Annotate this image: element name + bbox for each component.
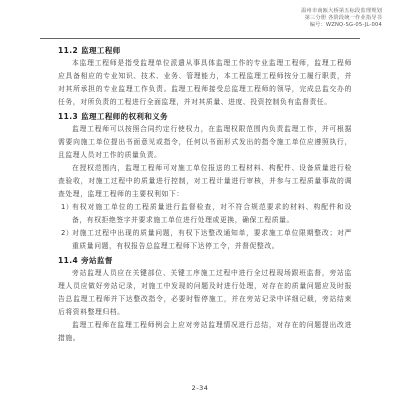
header-rule [40, 38, 360, 39]
paragraph: 在授权范围内，监理工程师可对施工单位报送的工程材料、构配件、设备质量进行检查验收，对施工过程中的质量进行控制，对工程计量进行审核，并参与工程质量事故的调查处理，监理工程师的主要权利如下： [58, 164, 352, 198]
section-title: 11.3 监理工程师的权利和义务 [58, 112, 169, 121]
header-line: 温州市南瓯大桥第五标段监理规划 [301, 8, 382, 14]
list-item [58, 201, 352, 227]
list-item-number: 1） [61, 203, 74, 211]
list-item-text: 有权对施工单位的工程质量进行监督检查，对不符合规范要求的材料、构配件和设备，有权拒绝签字并要求施工单位进行处理或更换，确保工程质量。 [72, 203, 352, 224]
section-supervising-engineer [58, 44, 352, 109]
section-title: 11.4 旁站监督 [58, 256, 113, 265]
paragraph: 本监理工程师是指受监理单位派遣从事具体监理工作的专业监理工程师，监理工程师应具备相应的专业知识、技术、业务、管理能力，本工程监理工程师按分工履行职责，并对其所承担的专业监理工作负责。监理工程师接受总监理工程师的领导，完成总监交办的任务，对所负责的工程进行全面监理，并对其质量、进度、投资控制负有监督责任。 [58, 59, 352, 106]
list-item-text: 对施工过程中出现的质量问题，有权下达整改通知单，要求施工单位限期整改；对严重质量问题，有权报告总监理工程师下达停工令，并督促整改。 [72, 229, 352, 250]
header-line: 第三分册 各阶段统一作业指导书 [304, 15, 382, 21]
section-rights-duties [58, 110, 352, 253]
header-line: 编号：WZNQ-SG-05-JL-004 [309, 22, 382, 28]
page-header [222, 8, 382, 29]
paragraph: 监理工程师可以按照合同约定行使权力，在监理权限范围内负责监理工作，并可根据需要向施工单位提出书面意见或指令，任何以书面形式发出的指令施工单位应遵照执行，且监理人员对工作的质量负责。 [58, 125, 352, 159]
document-body [58, 44, 352, 345]
section-title: 11.2 监理工程师 [58, 46, 121, 55]
section-side-station [58, 254, 352, 345]
rights-list [58, 201, 352, 253]
list-item-number: 2） [61, 229, 74, 237]
paragraph: 监理工程师在监理工程师例会上应对旁站监理情况进行总结，对存在的问题提出改进措施。 [58, 321, 352, 342]
paragraph: 旁站监理人员应在关键部位、关键工序施工过程中进行全过程现场跟班监督，旁站监理人员应做好旁站记录，对施工中发现的问题及时进行处理，对存在的质量问题应及时报告总监理工程师并下达整改指令，必要时暂停施工，并在旁站记录中详细记载，旁站结束后将资料整理归档。 [58, 269, 352, 316]
page-number: 2-34 [191, 384, 209, 392]
list-item [58, 227, 352, 253]
